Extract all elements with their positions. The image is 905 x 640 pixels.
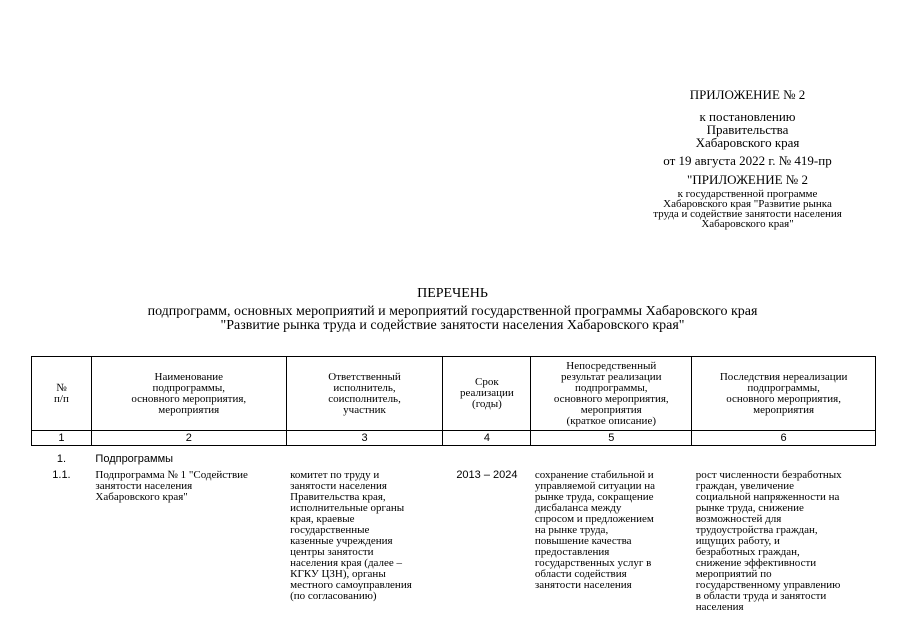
column-number: 5 [531,431,692,446]
document-heading: ПЕРЕЧЕНЬ [417,286,488,301]
document-subtitle-line: "Развитие рынка труда и содействие занятости населения Хабаровского края" [220,318,685,333]
row-number: 1.1. [52,469,71,481]
row-period: 2013 – 2024 [456,469,518,481]
measures-table [31,356,876,613]
section-number: 1. [56,453,67,465]
column-number: 2 [91,431,286,446]
table-header-row [32,357,876,431]
row-executor: комитет по труду и занятости населения Правительства края, исполнительные органы края, краевые государственные казенные учреждения центры занятости населения края (далее – КГКУ ЦЗН), органы местного самоуправления (по согласованию) [290,469,412,602]
appendix-line: Правительства [706,122,789,137]
inner-appendix-line: Хабаровского края "Развитие рынка [663,198,832,210]
header-result: Непосредственный результат реализации подпрограммы, основного мероприятия, мероприятия (краткое описание) [531,357,692,431]
table-row [32,465,876,613]
header-name: Наименование подпрограммы, основного мероприятия, мероприятия [91,357,286,431]
appendix-date: от 19 августа 2022 г. № 419-пр [663,153,832,168]
appendix-line: к постановлению [699,109,796,124]
document-title [0,286,905,333]
header-num: № п/п [32,357,92,431]
appendix-title: ПРИЛОЖЕНИЕ № 2 [689,87,806,102]
header-consequences: Последствия нереализации подпрограммы, основного мероприятия, мероприятия [692,357,876,431]
header-period: Срок реализации (годы) [443,357,531,431]
column-number: 4 [443,431,531,446]
section-row [32,446,876,466]
inner-appendix-text [620,189,875,229]
row-result: сохранение стабильной и управляемой ситуации на рынке труда, сокращение дисбаланса между спросом и предложением на рынке труда, повышение качества предоставления государственных услуг в области содействия занятости населения [534,469,656,591]
inner-appendix-title: "ПРИЛОЖЕНИЕ № 2 [687,172,808,187]
document-subtitle-line: подпрограмм, основных мероприятий и мероприятий государственной программы Хабаровского края [147,304,758,319]
header-executor: Ответственный исполнитель, соисполнитель, участник [286,357,443,431]
inner-appendix-line: к государственной программе [677,188,818,200]
section-name: Подпрограммы [95,453,174,465]
column-number: 3 [286,431,443,446]
row-consequences: рост численности безработных граждан, увеличение социальной напряженности на рынке труда, снижение возможностей для трудоустройства граждан, ищущих работу, и безработных граждан, снижение эффективности мероприятий по государственному управлению в области труда и занятости населения [695,469,842,613]
row-name: Подпрограмма № 1 "Содействие занятости населения Хабаровского края" [95,469,248,503]
column-number: 1 [32,431,92,446]
column-number: 6 [692,431,876,446]
appendix-line: Хабаровского края [695,135,800,150]
inner-appendix-line: Хабаровского края" [701,218,794,230]
column-number-row [32,431,876,446]
appendix-block [620,88,875,229]
inner-appendix-line: труда и содействие занятости населения [653,208,842,220]
